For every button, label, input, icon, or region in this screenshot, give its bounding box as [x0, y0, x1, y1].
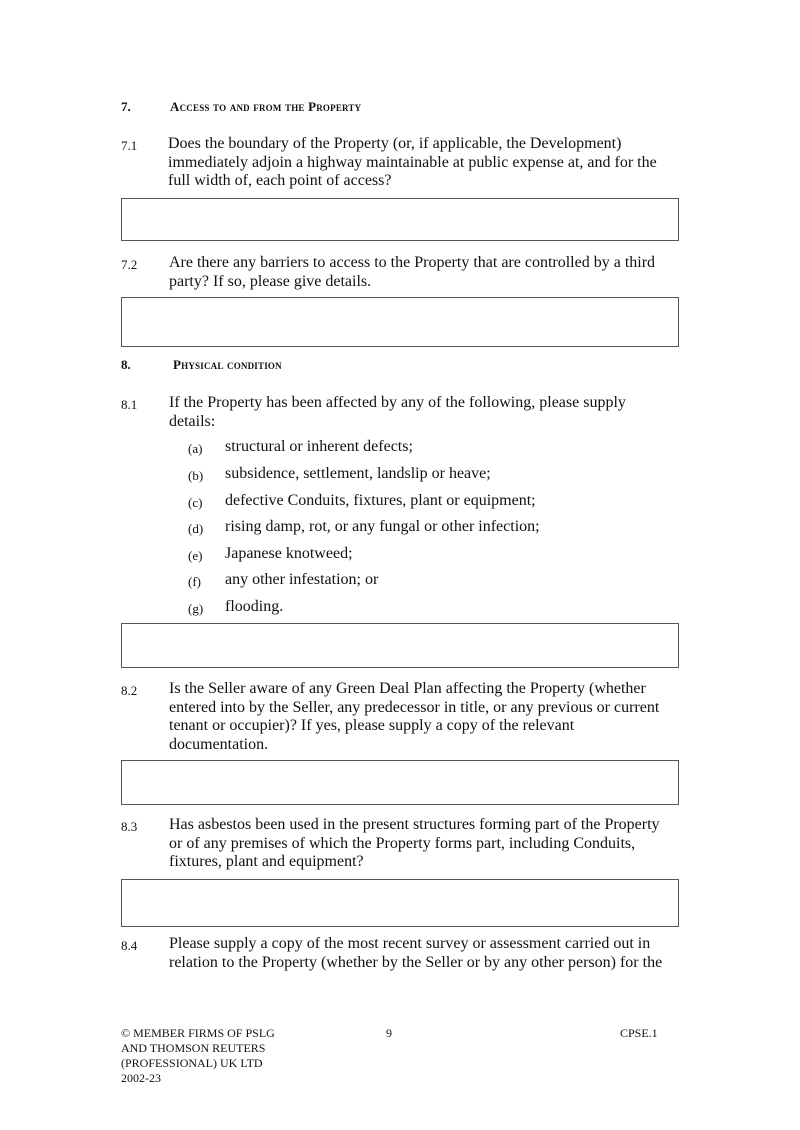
footer-copyright-line: (PROFESSIONAL) UK LTD — [121, 1056, 263, 1070]
list-item-letter: (c) — [188, 495, 203, 510]
section-7-number: 7. — [121, 99, 131, 114]
footer-copyright-line: 2002-23 — [121, 1071, 161, 1085]
question-8-4-number: 8.4 — [121, 938, 138, 953]
section-8-title: Physical condition — [173, 357, 282, 372]
list-item-text: structural or inherent defects; — [225, 438, 413, 455]
question-8-2-number: 8.2 — [121, 683, 138, 698]
answer-8-2-box[interactable] — [121, 760, 679, 805]
question-8-3-text: Has asbestos been used in the present structures forming part of the Property or of any premises of which the Property forms part, including Conduits, fixtures, plant and equipment? — [169, 816, 660, 870]
footer-copyright-line: AND THOMSON REUTERS — [121, 1041, 266, 1055]
list-item-text: defective Conduits, fixtures, plant or equipment; — [225, 492, 536, 509]
answer-7-2-box[interactable] — [121, 297, 679, 347]
list-item-text: any other infestation; or — [225, 571, 379, 588]
list-item-letter: (g) — [188, 601, 204, 616]
question-8-1-text: If the Property has been affected by any of the following, please supply details: — [169, 394, 626, 430]
form-code: CPSE.1 — [620, 1026, 658, 1040]
list-item-text: rising damp, rot, or any fungal or other infection; — [225, 518, 540, 535]
question-8-3-number: 8.3 — [121, 819, 138, 834]
section-7-title: Access to and from the Property — [170, 99, 362, 114]
footer-copyright — [121, 1026, 275, 1086]
question-7-1-text: Does the boundary of the Property (or, if applicable, the Development) immediately adjoin a highway maintainable at public expense at, and for the full width of, each point of access? — [168, 135, 657, 189]
answer-8-1-box[interactable] — [121, 623, 679, 668]
question-8-1-number: 8.1 — [121, 397, 138, 412]
list-item-text: subsidence, settlement, landslip or heave; — [225, 465, 491, 482]
list-item-letter: (d) — [188, 521, 204, 536]
question-8-4-text: Please supply a copy of the most recent survey or assessment carried out in relation to the Property (whether by the Seller or by any other person) for the — [169, 935, 663, 971]
list-item-letter: (a) — [188, 441, 203, 456]
list-item-letter: (b) — [188, 468, 204, 483]
section-8-number: 8. — [121, 357, 131, 372]
question-8-2-text: Is the Seller aware of any Green Deal Plan affecting the Property (whether entered into by the Seller, any predecessor in title, or any previous or current tenant or occupier)? If yes, please supply a copy of the relevant documentation. — [169, 680, 660, 753]
question-7-1-number: 7.1 — [121, 138, 138, 153]
list-item-text: Japanese knotweed; — [225, 545, 353, 562]
answer-8-3-box[interactable] — [121, 879, 679, 927]
answer-7-1-box[interactable] — [121, 198, 679, 241]
list-item-text: flooding. — [225, 598, 284, 615]
question-7-2-text: Are there any barriers to access to the Property that are controlled by a third party? If so, please give details. — [169, 254, 656, 290]
footer-copyright-line: © MEMBER FIRMS OF PSLG — [121, 1026, 275, 1040]
page-number: 9 — [386, 1026, 392, 1040]
list-item-letter: (f) — [188, 574, 201, 589]
list-item-letter: (e) — [188, 548, 203, 563]
question-7-2-number: 7.2 — [121, 257, 138, 272]
